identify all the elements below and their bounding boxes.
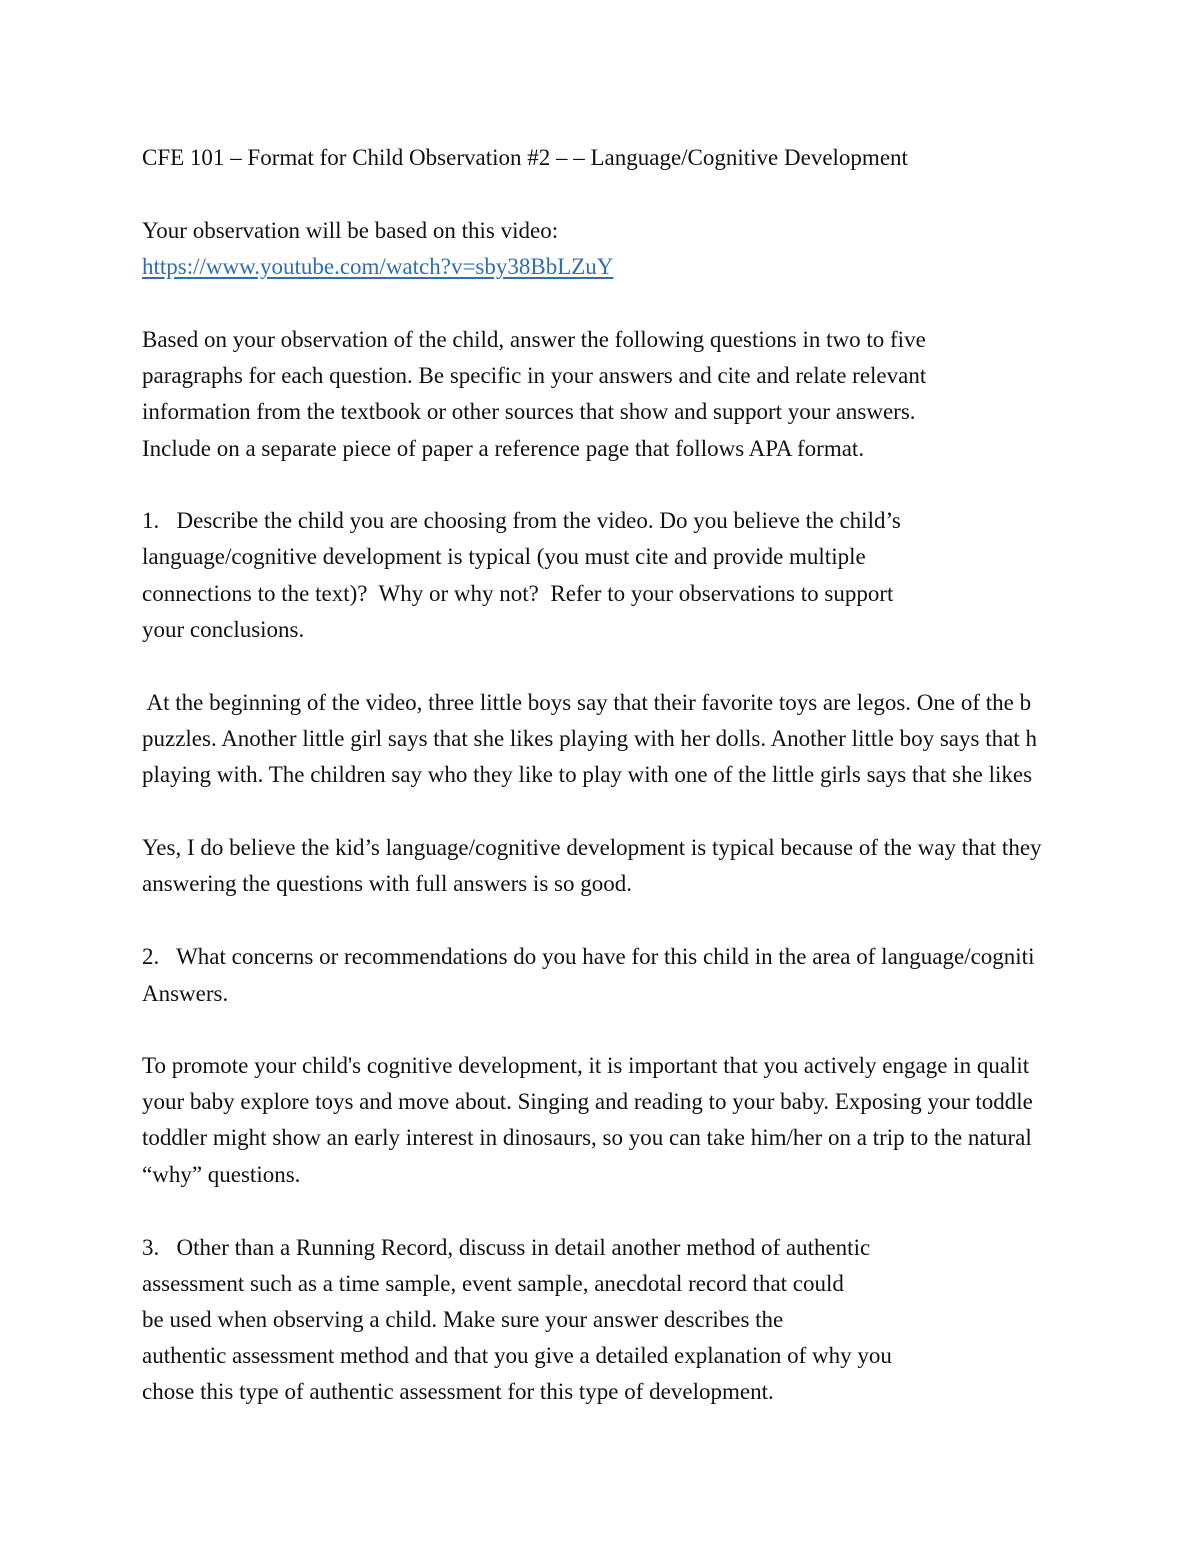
instructions-line: Include on a separate piece of paper a reference page that follows APA format. bbox=[142, 436, 865, 461]
question-3-line: 3. Other than a Running Record, discuss in detail another method of authentic bbox=[142, 1235, 871, 1260]
question-3-line: be used when observing a child. Make sure your answer describes the bbox=[142, 1307, 784, 1332]
question-3-line: authentic assessment method and that you give a detailed explanation of why you bbox=[142, 1343, 892, 1368]
question-2-line: Answers. bbox=[142, 981, 229, 1006]
answer-1-line: playing with. The children say who they like to play with one of the little girls says that she likes bbox=[142, 762, 1033, 787]
instructions-line: information from the textbook or other sources that show and support your answers. bbox=[142, 399, 916, 424]
instructions-line: paragraphs for each question. Be specific in your answers and cite and relate relevant bbox=[142, 363, 927, 388]
answer-2-line: To promote your child's cognitive development, it is important that you actively engage in qualit bbox=[142, 1053, 1030, 1078]
answer-1-line: puzzles. Another little girl says that she likes playing with her dolls. Another little boy says that h bbox=[142, 726, 1037, 751]
answer-1-conclusion-line: Yes, I do believe the kid’s language/cognitive development is typical because of the way that they bbox=[142, 835, 1042, 860]
answer-2-line: “why” questions. bbox=[142, 1162, 301, 1187]
question-1-line: your conclusions. bbox=[142, 617, 305, 642]
question-2-line: 2. What concerns or recommendations do you have for this child in the area of language/cogniti bbox=[142, 944, 1035, 969]
document-title: CFE 101 – Format for Child Observation #2 – – Language/Cognitive Development bbox=[142, 145, 908, 170]
video-link[interactable]: https://www.youtube.com/watch?v=sby38BbLZuY bbox=[142, 254, 614, 279]
answer-2-line: toddler might show an early interest in dinosaurs, so you can take him/her on a trip to the natural bbox=[142, 1125, 1032, 1150]
question-1-line: language/cognitive development is typical (you must cite and provide multiple bbox=[142, 544, 866, 569]
question-1-line: connections to the text)? Why or why not? Refer to your observations to support bbox=[142, 581, 894, 606]
question-3-line: assessment such as a time sample, event sample, anecdotal record that could bbox=[142, 1271, 844, 1296]
instructions-line: Based on your observation of the child, answer the following questions in two to five bbox=[142, 327, 926, 352]
answer-1-conclusion-line: answering the questions with full answers is so good. bbox=[142, 871, 632, 896]
question-3-line: chose this type of authentic assessment for this type of development. bbox=[142, 1379, 774, 1404]
question-1-line: 1. Describe the child you are choosing from the video. Do you believe the child’s bbox=[142, 508, 901, 533]
answer-1-line: At the beginning of the video, three little boys say that their favorite toys are legos. One of the b bbox=[142, 690, 1032, 715]
answer-2-line: your baby explore toys and move about. Singing and reading to your baby. Exposing your toddle bbox=[142, 1089, 1033, 1114]
intro-line: Your observation will be based on this video: bbox=[142, 218, 559, 243]
